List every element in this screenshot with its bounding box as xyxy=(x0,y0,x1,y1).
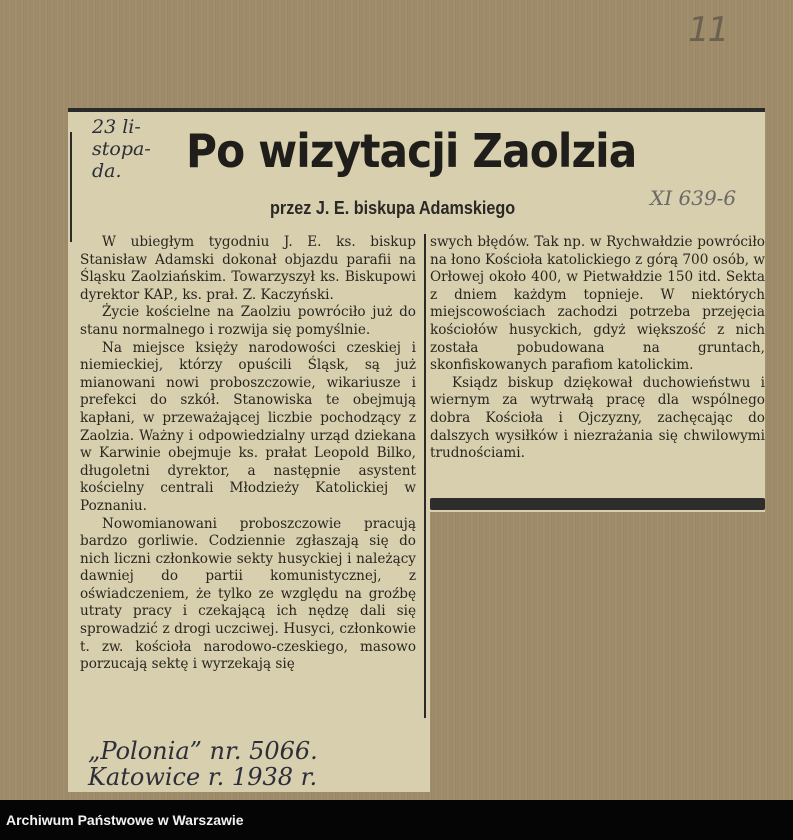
article-left-column xyxy=(80,234,416,674)
left-rule xyxy=(70,132,72,242)
article-right-column xyxy=(430,234,765,463)
bottom-rule xyxy=(430,498,765,510)
paragraph: Na miejsce księży narodowości czeskiej i niemieckiej, którzy opuścili Śląsk, są już mianowani nowi proboszczowie, wikariusze i prefekci do szkół. Stanowiska te obejmują kapłani, w przeważającej liczbie pochodzący z Zaolzia. Ważny i odpowiedzialny urząd dziekana w Karwinie obejmuje ks. prałat Leopold Bilko, długoletni dyrektor, a następnie asystent kościelny centrali Młodzieży Katolickiej w Poznaniu. xyxy=(80,339,416,514)
subheadline: przez J. E. biskupa Adamskiego xyxy=(270,198,516,218)
headline: Po wizytacji Zaolzia xyxy=(186,124,637,178)
column-divider xyxy=(424,234,426,718)
paragraph: Ksiądz biskup dziękował duchowieństwu i wiernym za wytrwałą pracę dla wspólnego dobra Kościoła i Ojczyzny, zachęcając do dalszych wysiłków i niezrażania się chwilowymi trudnościami. xyxy=(430,374,765,462)
paragraph: Życie kościelne na Zaolziu powróciło już do stanu normalnego i rozwija się pomyślnie. xyxy=(80,304,416,338)
archive-footer xyxy=(0,800,793,840)
page-number: 11 xyxy=(688,10,728,50)
paragraph: W ubiegłym tygodniu J. E. ks. biskup Stanisław Adamski dokonał objazdu parafii na Śląsku Zaolziańskim. Towarzyszył ks. Biskupowi dyrektor KAP., ks. prał. Z. Kaczyński. xyxy=(80,234,416,303)
archive-name: Archiwum Państwowe w Warszawie xyxy=(6,812,244,828)
top-rule xyxy=(68,108,765,112)
archive-signature: XI 639-6 xyxy=(650,186,737,210)
paragraph: Nowomianowani proboszczowie pracują bardzo gorliwie. Codziennie zgłaszają się do nich liczni członkowie sekty husyckiej i należący dawniej do partii komunistycznej, z oświadczeniem, że tylko ze względu na groźbę utraty pracy i czekającą ich nędzę dali się sprowadzić z drogi uczciwej. Husyci, członkowie t. zw. kościoła narodowo-czeskiego, masowo porzucają sektę i wyrzekają się xyxy=(80,515,416,673)
handwritten-source: „Polonia” nr. 5066. Katowice r. 1938 r. xyxy=(88,737,318,791)
paragraph: swych błędów. Tak np. w Rychwałdzie powróciło na łono Kościoła katolickiego z górą 700 osób, w Orłowej około 400, w Pietwałdzie 150 itd. Sekta z dniem każdym topnieje. W niektórych miejscowościach zachodzi potrzeba przejęcia kościołów husyckich, gdyż większość z nich została pobudowana na gruntach, skonfiskowanych parafiom katolickim. xyxy=(430,234,765,374)
handwritten-date: 23 li- stopa- da. xyxy=(92,116,151,182)
